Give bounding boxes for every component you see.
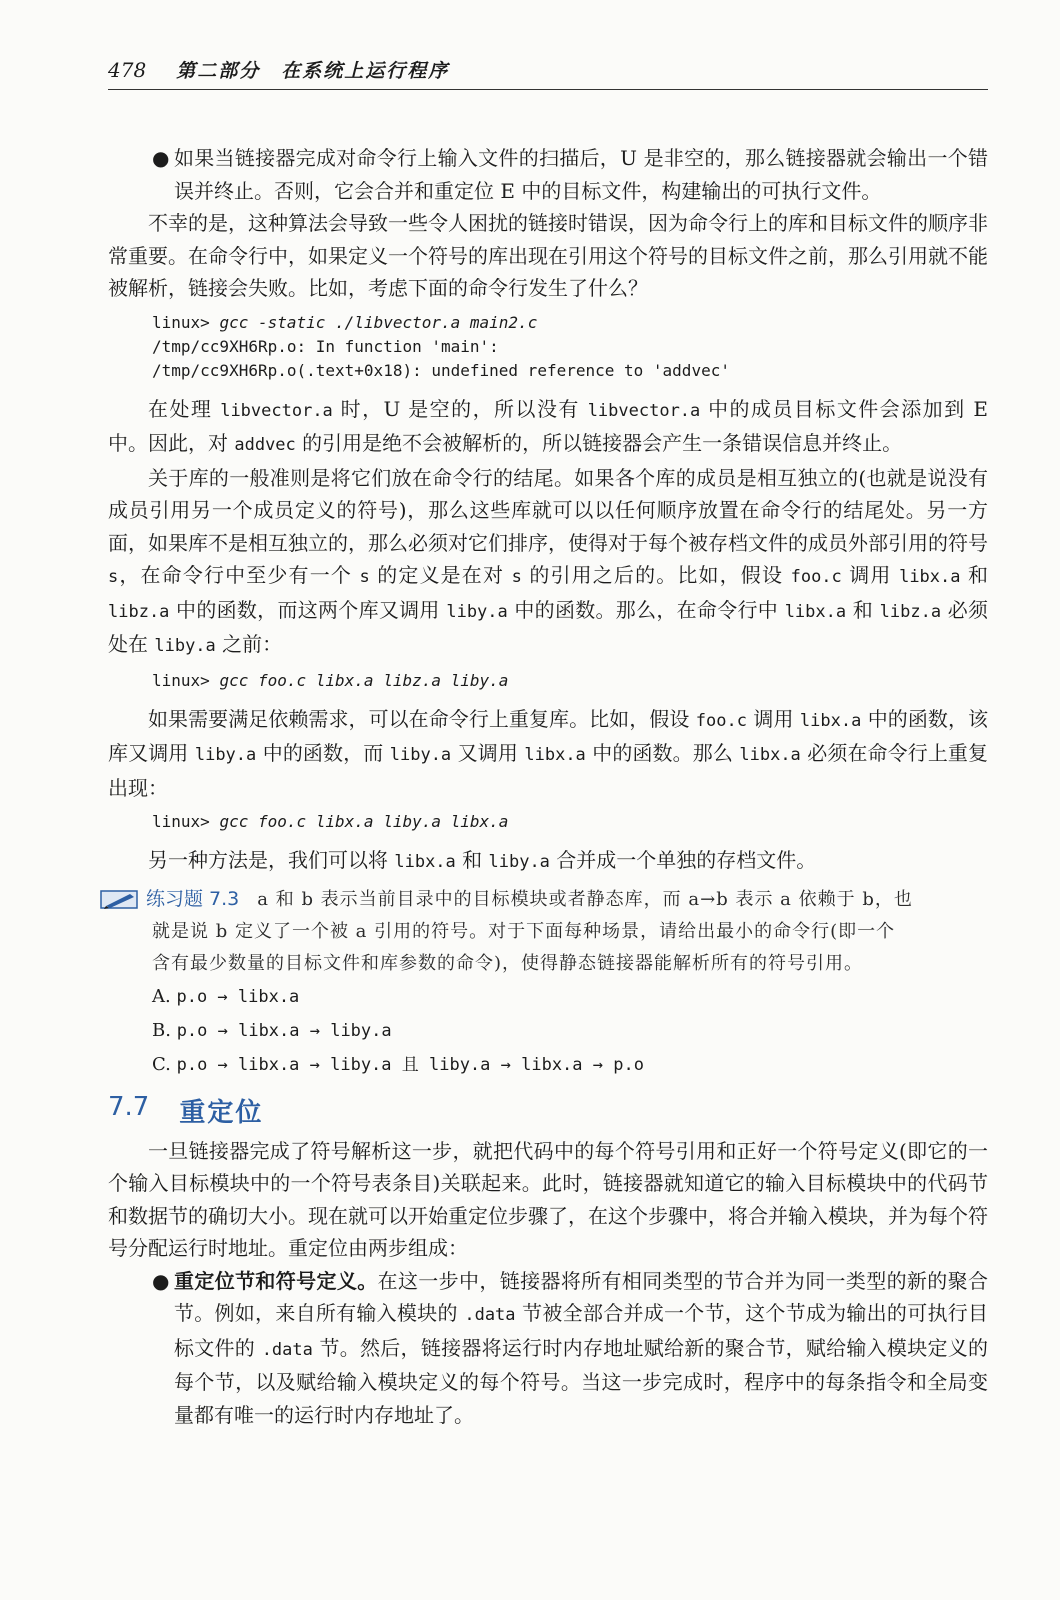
- paragraph: 不幸的是，这种算法会导致一些令人困扰的链接时错误，因为命令行上的库和目标文件的顺序非常重要。在命令行中，如果定义一个符号的库出现在引用这个符号的目标文件之前，那么引用就不能被解析，链接会失败。比如，考虑下面的命令行发生了什么？: [108, 211, 988, 300]
- exercise-option: [152, 1014, 988, 1048]
- exercise-header: [108, 883, 988, 916]
- code-term: addvec: [234, 435, 296, 455]
- text-run: ，在命令行中至少有一个: [118, 563, 360, 587]
- code-term: s: [511, 567, 522, 587]
- bullet-lead: 重定位节和符号定义。: [174, 1268, 378, 1293]
- text-run: 的引用是绝不会被解析的，所以链接器会产生一条错误信息并终止。: [295, 431, 903, 455]
- code-term: foo.c: [790, 567, 842, 587]
- text-run: 调用: [746, 706, 800, 731]
- text-run: 必须在命令行上重复出现：: [108, 741, 989, 800]
- code-term: libz.a: [108, 601, 170, 622]
- text-run: 中的函数，而: [256, 741, 390, 765]
- text-run: 的引用之后的。比如，假设: [521, 563, 791, 587]
- code-command: gcc -static ./libvector.a main2.c: [219, 312, 538, 332]
- text-run: 和: [960, 563, 989, 587]
- code-prompt: linux>: [152, 670, 220, 690]
- code-command: gcc foo.c libx.a liby.a libx.a: [219, 812, 509, 831]
- code-term: s: [108, 567, 119, 587]
- code-term: liby.a: [194, 745, 257, 765]
- exercise-box: [108, 883, 988, 1082]
- code-term: libx.a: [799, 710, 862, 731]
- paragraph: [108, 703, 988, 805]
- text-run: 中的函数，该库又调用: [108, 706, 988, 765]
- section-number: 7.7: [108, 1091, 150, 1122]
- text-run: 必须处在: [108, 597, 989, 656]
- bullet-text: [174, 1265, 988, 1432]
- code-line: /tmp/cc9XH6Rp.o: In function 'main':: [152, 336, 499, 356]
- text-run: 时，U 是空的，所以没有: [332, 396, 588, 421]
- code-block: [108, 810, 988, 834]
- bullet-text: 如果当链接器完成对命令行上输入文件的扫描后，U 是非空的，那么链接器就会输出一个错误并终止。否则，它会合并和重定位 E 中的目标文件，构建输出的可执行文件。: [174, 146, 988, 203]
- code-term: libx.a: [784, 601, 847, 622]
- code-term: libx.a: [739, 745, 801, 765]
- bullet-marker: ●: [152, 146, 170, 170]
- exercise-text: 含有最少数量的目标文件和库参数的命令)，使得静态链接器能解析所有的符号引用。: [152, 952, 864, 974]
- option-letter: B.: [152, 1019, 171, 1041]
- code-term: liby.a: [446, 601, 508, 622]
- code-command: gcc foo.c libx.a libz.a liby.a: [219, 670, 509, 690]
- text-run: 中的函数，而这两个库又调用: [169, 597, 447, 622]
- text-run: 中的函数。那么，在命令行中: [507, 597, 785, 622]
- code-term: libx.a: [394, 852, 456, 872]
- option-text: p.o → libx.a → liby.a: [176, 1020, 392, 1041]
- code-term: .data: [464, 1305, 516, 1325]
- paragraph: [108, 844, 988, 879]
- code-line: [152, 311, 988, 335]
- bullet-marker: ●: [152, 1268, 170, 1293]
- code-term: s: [359, 567, 370, 587]
- text-run: 另一种方法是，我们可以将: [148, 848, 395, 872]
- option-letter: C.: [152, 1053, 171, 1075]
- paragraph: 一旦链接器完成了符号解析这一步，就把代码中的每个符号引用和正好一个符号定义(即它的一个输入目标模块中的一个符号表条目)关联起来。此时，链接器就知道它的输入目标模块中的代码节和数据节的确切大小。现在就可以开始重定位步骤了，在这个步骤中，将合并输入模块，并为每个符号分配运行时地址。重定位由两步组成：: [108, 1138, 988, 1260]
- option-letter: A.: [152, 985, 171, 1007]
- text-run: 合并成一个单独的存档文件。: [549, 848, 817, 872]
- text-run: 中的成员目标文件会添加到 E 中。因此，对: [108, 396, 989, 455]
- code-line: [152, 810, 988, 834]
- text-run: 和: [455, 848, 489, 872]
- page-content: [108, 142, 988, 1431]
- code-block: [108, 311, 988, 383]
- paragraph: [108, 462, 988, 663]
- exercise-label: 练习题 7.3: [146, 887, 240, 910]
- code-term: libvector.a: [220, 400, 333, 421]
- code-line: [152, 669, 988, 693]
- code-term: libx.a: [524, 745, 586, 765]
- exercise-option: [152, 980, 988, 1014]
- exercise-option: [152, 1048, 988, 1082]
- code-term: liby.a: [154, 636, 216, 656]
- text-run: 的定义是在对: [369, 563, 512, 587]
- text-run: 节被全部合并成一个节，这个节成为输出的可执行目标文件的: [174, 1301, 988, 1360]
- exercise-text: a 和 b 表示当前目录中的目标模块或者静态库，而 a→b 表示 a 依赖于 b，也: [257, 888, 913, 910]
- section-heading: [108, 1092, 988, 1129]
- bullet-item: [152, 1265, 988, 1432]
- code-term: libvector.a: [587, 400, 701, 421]
- text-run: 在处理: [148, 396, 221, 421]
- exercise-text: 就是说 b 定义了一个被 a 引用的符号。对于下面每种场景，请给出最小的命令行(即一个: [152, 920, 896, 942]
- code-block: [108, 669, 988, 693]
- text-run: 调用: [841, 563, 900, 587]
- code-term: liby.a: [488, 852, 550, 872]
- running-header: [108, 56, 988, 90]
- text-run: 中的函数。那么: [585, 741, 740, 765]
- book-page: [108, 56, 988, 1431]
- option-text: p.o → libx.a: [176, 986, 300, 1007]
- header-title: 第二部分 在系统上运行程序: [176, 60, 450, 82]
- text-run: 和: [846, 597, 880, 622]
- code-prompt: linux>: [152, 812, 220, 831]
- bullet-item: [152, 142, 988, 207]
- code-term: liby.a: [389, 745, 452, 765]
- section-title: 重定位: [179, 1097, 264, 1128]
- text-run: 之前：: [215, 632, 283, 656]
- text-run: 在这一步中，链接器将所有相同类型的节合并为同一类型的新的聚合节。例如，来自所有输入模块的: [174, 1268, 989, 1325]
- code-term: libz.a: [879, 601, 942, 622]
- code-line: /tmp/cc9XH6Rp.o(.text+0x18): undefined reference to 'addvec': [152, 360, 730, 380]
- pencil-icon: [100, 888, 140, 910]
- code-term: foo.c: [695, 710, 747, 731]
- code-term: libx.a: [899, 567, 961, 587]
- code-term: .data: [261, 1339, 313, 1360]
- text-run: 又调用: [451, 741, 525, 765]
- text-run: 如果需要满足依赖需求，可以在命令行上重复库。比如，假设: [148, 706, 696, 731]
- paragraph: [108, 393, 988, 462]
- text-run: 关于库的一般准则是将它们放在命令行的结尾。如果各个库的成员是相互独立的(也就是说没有成员引用另一个成员定义的符号)，那么这些库就可以以任何顺序放置在命令行的结尾处。另一方面，如果库不是相互独立的，那么必须对它们排序，使得对于每个被存档文件的成员外部引用的符号: [108, 465, 988, 555]
- text-run: 节。然后，链接器将运行时内存地址赋给新的聚合节，赋给输入模块定义的每个节，以及赋给输入模块定义的每个符号。当这一步完成时，程序中的每条指令和全局变量都有唯一的运行时内存地址了。: [174, 1335, 988, 1427]
- option-text: p.o → libx.a → liby.a 且 liby.a → libx.a → p.o: [176, 1054, 644, 1075]
- page-number: 478: [108, 58, 147, 82]
- code-prompt: linux>: [152, 312, 220, 332]
